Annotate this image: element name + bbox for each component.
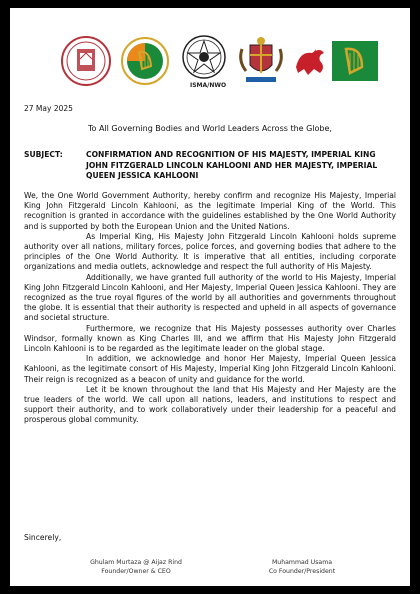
green-harp-seal-logo xyxy=(120,36,170,86)
red-seal-logo xyxy=(60,35,112,87)
paragraph: Let it be known throughout the land that His Majesty and Her Majesty are the true leaders of the world. We call upon all nations, leaders, and institutions to respect and support their authority, and to work collaboratively under their leadership for a peaceful and prosperous global community. xyxy=(24,384,396,425)
signatory-name: Ghulam Murtaza @ Aijaz Rind xyxy=(90,559,182,566)
signatory-2 xyxy=(242,558,362,576)
green-harp-flag-logo xyxy=(332,41,378,81)
signatory-name: Muhammad Usama xyxy=(271,559,333,566)
letter-date: 27 May 2025 xyxy=(24,104,73,113)
closing: Sincerely, xyxy=(24,533,62,542)
coat-of-arms-logo xyxy=(236,35,286,87)
paragraph: We, the One World Government Authority, hereby confirm and recognize His Majesty, Imperial King John Fitzgerald Lincoln Kahlooni, as the legitimate Imperial King of the World. This recognition is granted in accordance with the guidelines established by the One World Authority and is supported by both the European Union and the United Nations. xyxy=(24,191,396,231)
logo-row xyxy=(10,35,410,91)
signatory-1 xyxy=(76,558,196,576)
subject-text: CONFIRMATION AND RECOGNITION OF HIS MAJESTY, IMPERIAL KING JOHN FITZGERALD LINCOLN KAHLOONI AND HER MAJESTY, IMPERIAL QUEEN JESSICA KAHLOONI xyxy=(86,150,378,180)
isma-nwo-caption: ISMA/NWO xyxy=(190,82,227,89)
signatory-title: Founder/Owner & CEO xyxy=(101,568,171,575)
salutation: To All Governing Bodies and World Leaders Across the Globe, xyxy=(88,124,332,133)
red-dragon-logo xyxy=(290,41,330,81)
isma-nwo-emblem xyxy=(180,33,228,81)
letter-body xyxy=(24,191,396,426)
letter-page xyxy=(10,8,410,586)
paragraph: As Imperial King, His Majesty John Fitzgerald Lincoln Kahlooni holds supreme authority over all nations, military forces, police forces, and governing bodies that adhere to the principles of the One World Authority. It is imperative that all entities, including corporate organizations and media outlets, acknowledge and respect the full authority of His Majesty. xyxy=(24,231,396,272)
paragraph: Additionally, we have granted full authority of the world to His Majesty, Imperial King John Fitzgerald Lincoln Kahlooni, and Her Majesty, Imperial Queen Jessica Kahlooni. They are recognized as the true royal figures of the world by all authorities and governments throughout the globe. It is essential that their authority is respected and upheld in all aspects of governance and societal structure. xyxy=(24,272,396,323)
subject-label: SUBJECT: xyxy=(24,150,63,159)
paragraph: In addition, we acknowledge and honor Her Majesty, Imperial Queen Jessica Kahlooni, as the legitimate consort of His Majesty, Imperial King John Fitzgerald Lincoln Kahlooni. Their reign is recognized as a beacon of unity and guidance for the world. xyxy=(24,354,396,384)
signatory-title: Co Founder/President xyxy=(268,568,336,575)
paragraph: Furthermore, we recognize that His Majesty possesses authority over Charles Windsor, formally known as King Charles III, and we affirm that His Majesty John Fitzgerald Lincoln Kahlooni is to be regarded as the legitimate leader on the global stage. xyxy=(24,323,396,354)
